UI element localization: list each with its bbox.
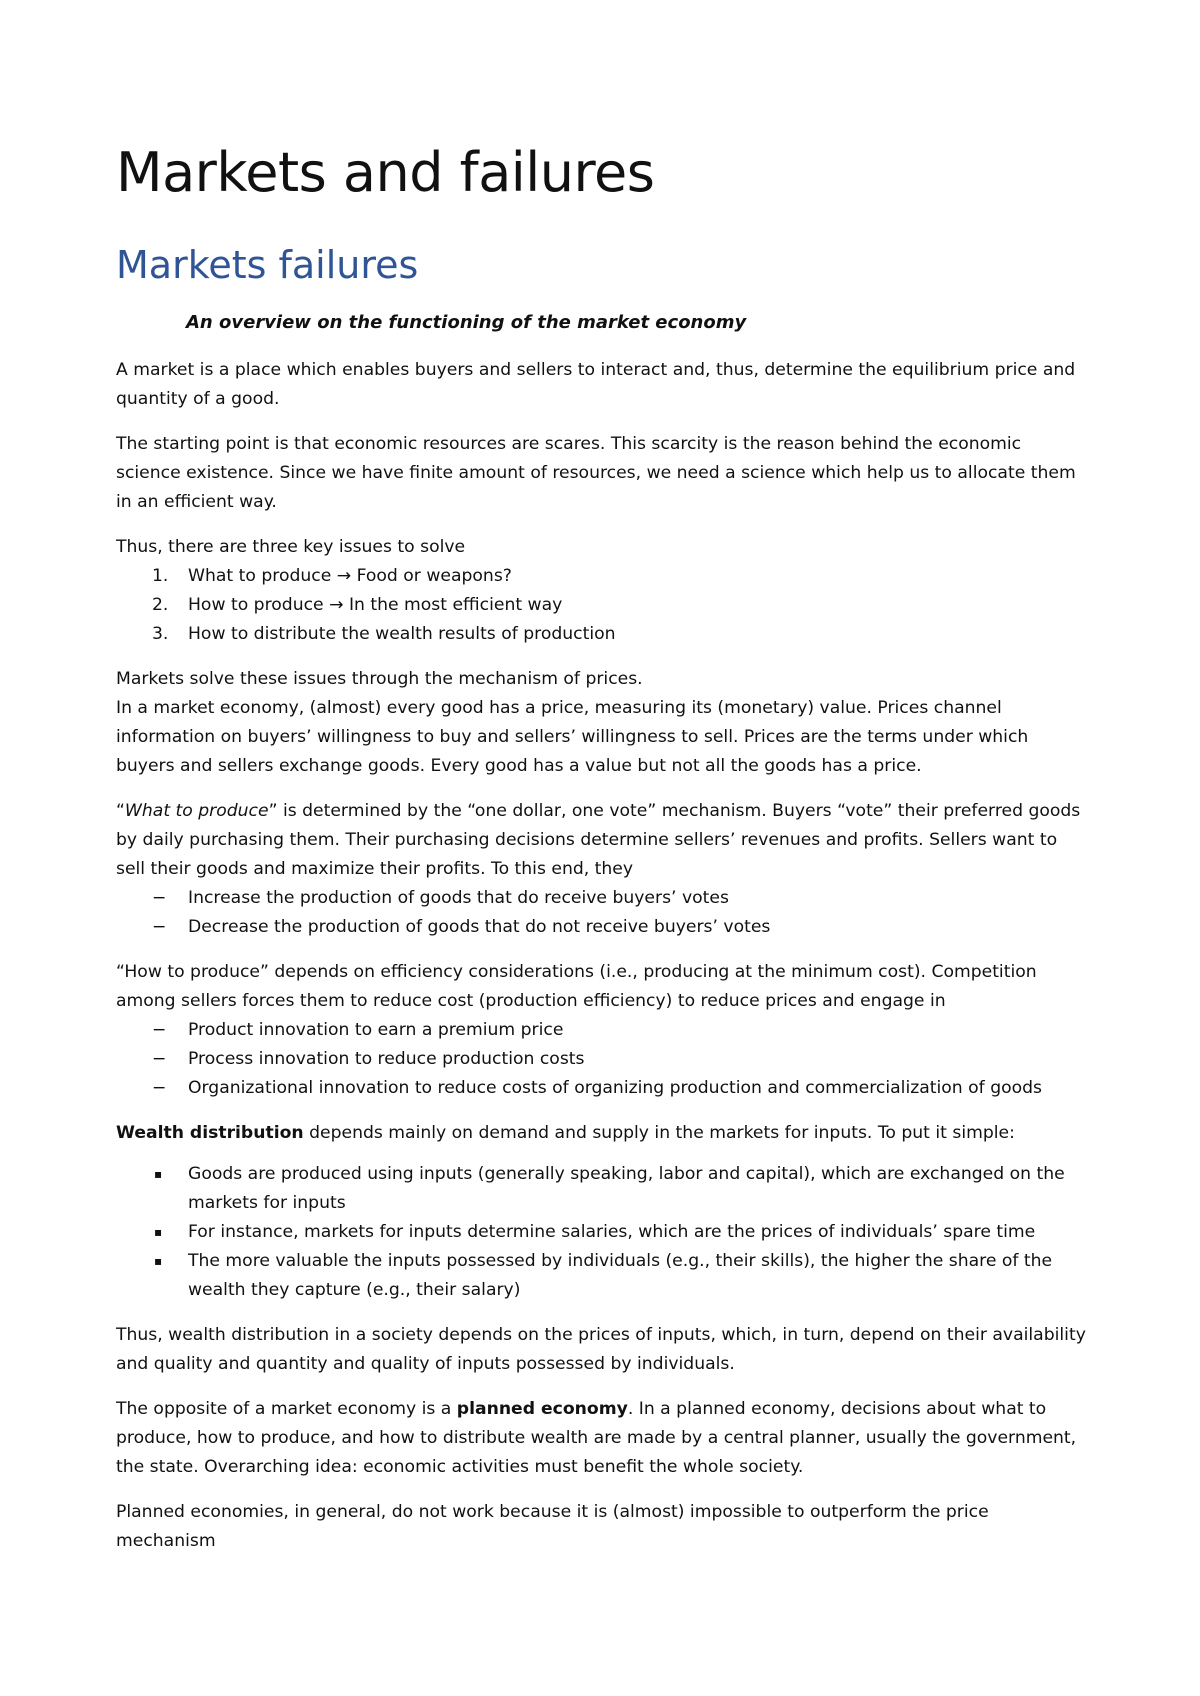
list-item [116,1074,1091,1103]
bullet-marker: ▪ [154,1225,163,1239]
list-item [116,1218,1091,1247]
paragraph-scarcity: The starting point is that economic resources are scares. This scarcity is the reason behind the economic science existence. Since we have finite amount of resources, we need a science which help us to allocate them in an efficient way. [116,434,1076,512]
list-number: 3. [152,624,169,644]
inputs-list [116,1160,1091,1305]
list-item-text: Increase the production of goods that do receive buyers’ votes [188,888,729,908]
paragraph-what-to-produce [116,797,1091,884]
innovations-list [116,1016,1091,1103]
list-item [116,591,1091,620]
bold-wealth-distribution: Wealth distribution [116,1123,304,1143]
list-item-text: How to distribute the wealth results of production [188,624,616,644]
list-item [116,884,1091,913]
list-item-text: For instance, markets for inputs determine salaries, which are the prices of individuals’ spare time [188,1222,1036,1242]
subsection-heading: An overview on the functioning of the market economy [186,312,747,333]
emphasis-what-to-produce: What to produce [124,801,269,821]
bold-planned-economy: planned economy [456,1399,628,1419]
document-title: Markets and failures [116,141,655,204]
paragraph-text: depends mainly on demand and supply in the markets for inputs. To put it simple: [303,1123,1015,1143]
paragraph-key-issues: Thus, there are three key issues to solve [116,537,466,557]
dash-marker: − [152,1078,167,1098]
list-item [116,913,1091,942]
list-item [116,562,1091,591]
paragraph-how-to-produce: “How to produce” depends on efficiency considerations (i.e., producing at the minimum cost). Competition among sellers forces them to reduce cost (production efficiency) to reduce prices and engage in [116,962,1037,1011]
paragraph-wealth-distribution [116,1119,1091,1148]
list-item-text: Product innovation to earn a premium price [188,1020,564,1040]
list-number: 2. [152,595,169,615]
list-item [116,1160,1091,1218]
paragraph-text: . In a planned economy, decisions about what to produce, how to produce, and how to distribute wealth are made by a central planner, usually the government, the state. Overarching idea: economic activities must benefit the whole society. [116,1399,1077,1477]
dash-marker: − [152,1049,167,1069]
document-body [116,356,1091,1572]
list-item-text: Decrease the production of goods that do not receive buyers’ votes [188,917,771,937]
list-item-text: Organizational innovation to reduce costs of organizing production and commercialization of goods [188,1078,1043,1098]
quote-mark: “ [116,801,125,821]
list-item-text: What to produce → Food or weapons? [188,566,512,586]
paragraph-planned-economy [116,1395,1091,1482]
paragraph-market-economy: In a market economy, (almost) every good has a price, measuring its (monetary) value. Prices channel information on buyers’ willingness to buy and sellers’ willingness to sell. Prices are the terms under which buyers and sellers exchange goods. Every good has a value but not all the goods has a price. [116,698,1029,776]
list-item-text: Process innovation to reduce production costs [188,1049,585,1069]
paragraph-text: ” is determined by the “one dollar, one vote” mechanism. Buyers “vote” their preferred goods by daily purchasing them. Their purchasing decisions determine sellers’ revenues and profits. Sellers want to sell their goods and maximize their profits. To this end, they [116,801,1081,879]
list-item [116,1045,1091,1074]
votes-list [116,884,1091,942]
paragraph-wealth-prices: Thus, wealth distribution in a society depends on the prices of inputs, which, in turn, depend on their availability and quality and quantity and quality of inputs possessed by individuals. [116,1325,1086,1374]
section-heading: Markets failures [116,243,419,287]
dash-marker: − [152,917,167,937]
dash-marker: − [152,888,167,908]
list-item [116,1016,1091,1045]
list-item-text: The more valuable the inputs possessed by individuals (e.g., their skills), the higher the share of the wealth they capture (e.g., their salary) [188,1251,1053,1300]
list-item [116,1247,1091,1305]
list-item [116,620,1091,649]
list-number: 1. [152,566,169,586]
bullet-marker: ▪ [154,1254,163,1268]
paragraph-text: The opposite of a market economy is a [116,1399,457,1419]
dash-marker: − [152,1020,167,1040]
key-issues-list [116,562,1091,649]
list-item-text: How to produce → In the most efficient way [188,595,563,615]
paragraph-planned-failure: Planned economies, in general, do not work because it is (almost) impossible to outperform the price mechanism [116,1502,989,1551]
list-item-text: Goods are produced using inputs (generally speaking, labor and capital), which are exchanged on the markets for inputs [188,1164,1065,1213]
bullet-marker: ▪ [154,1167,163,1181]
paragraph-prices-mechanism: Markets solve these issues through the mechanism of prices. [116,669,643,689]
paragraph-market-definition: A market is a place which enables buyers and sellers to interact and, thus, determine the equilibrium price and quantity of a good. [116,360,1076,409]
